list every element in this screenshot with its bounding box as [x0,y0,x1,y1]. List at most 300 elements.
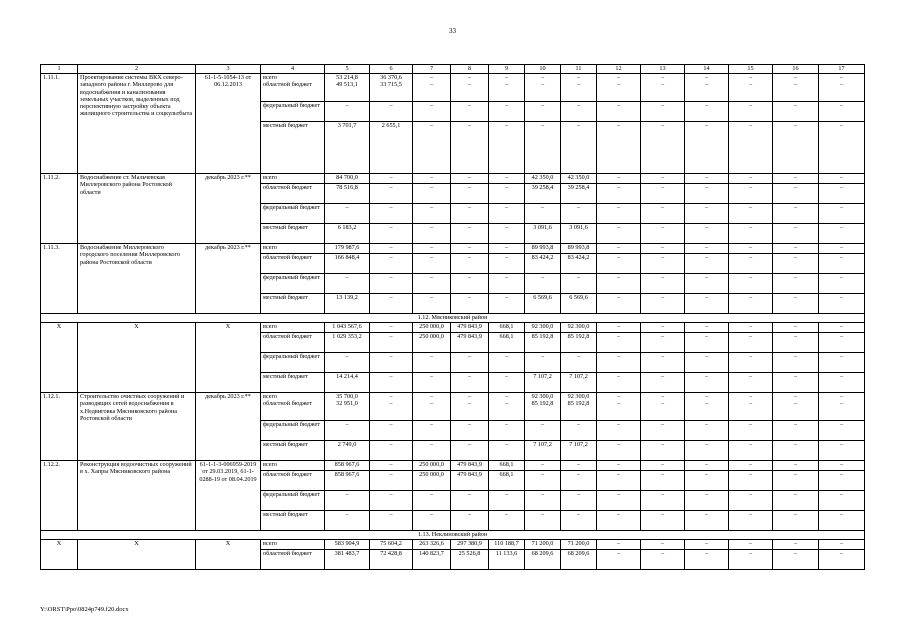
amount-cell: – [685,274,729,294]
amount-cell: 668,1 [489,471,525,491]
item-number: 1.12.1. [41,393,78,461]
amount-cell: – [451,511,489,531]
amount-cell: 858 967,6 [325,461,370,471]
document-details: декабрь 2023 г.** [196,393,261,461]
amount-cell: – [370,174,413,184]
amount-cell: – [819,353,865,373]
amount-cell: – [370,373,413,393]
amount-cell: – – [641,393,685,421]
amount-cell: 479 843,9 [451,471,489,491]
amount-cell: – [641,540,685,550]
amount-cell: – [413,254,451,274]
funding-source: всего [261,461,325,471]
amount-cell: 250 000,0 [413,323,451,333]
amount-cell: – [819,294,865,314]
item-name: Водоснабжение ст. Мальчевская Миллеровского района Ростовской области [78,174,196,244]
amount-cell: – – [561,74,597,102]
amount-cell: – [819,540,865,550]
funding-source: всего областной бюджет [261,393,325,421]
funding-source: всего [261,174,325,184]
funding-source: местный бюджет [261,122,325,174]
amount-cell: 42 350,0 [525,174,561,184]
column-number-header: 16 [773,65,819,74]
amount-cell: – [685,333,729,353]
item-name: Строительство очистных сооружений и разводящих сетей водоснабжения в х.Недвиговка Мясниковского района Ростовской области [78,393,196,461]
amount-cell: – [489,491,525,511]
amount-cell: – [413,373,451,393]
amount-cell: – [819,254,865,274]
column-number-header: 15 [729,65,773,74]
amount-cell: 479 843,9 [451,333,489,353]
funding-source: всего [261,323,325,333]
amount-cell: – [773,550,819,570]
amount-cell: – [597,294,641,314]
item-name: Водоснабжение Миллеровского городского поселения Миллеровского района Ростовской области [78,244,196,314]
amount-cell: – [525,511,561,531]
amount-cell: – – [451,74,489,102]
item-name: Х [78,540,196,570]
item-number: Х [41,540,78,570]
amount-cell: 78 516,8 [325,184,370,204]
amount-cell: 250 000,0 [413,333,451,353]
amount-cell: – [489,421,525,441]
amount-cell: – [525,353,561,373]
column-number-header: 9 [489,65,525,74]
amount-cell: 6 569,6 [525,294,561,314]
amount-cell: – [641,102,685,122]
amount-cell: – [773,353,819,373]
file-path-footer: Y:\ORST\Ppo\0824p749.f20.docx [40,606,129,613]
funding-source: всего [261,244,325,254]
column-number-header: 10 [525,65,561,74]
amount-cell: – [685,184,729,204]
amount-cell: – [597,441,641,461]
amount-cell: – [489,224,525,244]
amount-cell: – [597,244,641,254]
table-row [41,244,865,254]
item-number: 1.11.3. [41,244,78,314]
amount-cell: – – [685,74,729,102]
amount-cell: – [597,274,641,294]
amount-cell: – [685,511,729,531]
amount-cell: – [819,511,865,531]
amount-cell: – [597,550,641,570]
column-number-header: 1 [41,65,78,74]
amount-cell: – [685,461,729,471]
amount-cell: – [773,184,819,204]
amount-cell: – [685,373,729,393]
amount-cell: – [413,224,451,244]
amount-cell: 2 655,1 [370,122,413,174]
amount-cell: – [729,461,773,471]
column-number-header: 5 [325,65,370,74]
amount-cell: 140 823,7 [413,550,451,570]
amount-cell: – [819,373,865,393]
amount-cell: 89 993,8 [561,244,597,254]
amount-cell: – [819,224,865,244]
amount-cell: – [685,421,729,441]
amount-cell: – [561,511,597,531]
amount-cell: – [641,461,685,471]
amount-cell: – [370,441,413,461]
amount-cell: – [489,204,525,224]
item-name: Х [78,323,196,393]
amount-cell: – [819,323,865,333]
table-row [41,174,865,184]
amount-cell: – [685,224,729,244]
amount-cell: – [325,353,370,373]
amount-cell: – [413,491,451,511]
amount-cell: – – [685,393,729,421]
amount-cell: – [685,540,729,550]
amount-cell: – [773,461,819,471]
amount-cell: – – [370,393,413,421]
header-row [41,65,865,74]
amount-cell: – [489,441,525,461]
item-name: Реконструкция водоочистных сооружений в х. Хапры Мясниковского района [78,461,196,531]
district-section-row [41,531,865,540]
amount-cell: – [729,421,773,441]
amount-cell: – [413,102,451,122]
amount-cell: 250 000,0 [413,461,451,471]
amount-cell: 72 428,8 [370,550,413,570]
amount-cell: – [819,122,865,174]
amount-cell: – [685,550,729,570]
amount-cell: – [451,491,489,511]
amount-cell: – [729,174,773,184]
table-row [41,323,865,333]
amount-cell: – [819,550,865,570]
amount-cell: – [685,294,729,314]
amount-cell: 36 370,6 33 715,5 [370,74,413,102]
amount-cell: – [773,122,819,174]
amount-cell: – [597,333,641,353]
amount-cell: – [525,461,561,471]
amount-cell: – [370,274,413,294]
amount-cell: – – [413,393,451,421]
amount-cell: – [641,373,685,393]
amount-cell: – [525,471,561,491]
funding-source: местный бюджет [261,294,325,314]
amount-cell: – [641,511,685,531]
district-title: 1.13. Неклиновский район [41,531,865,540]
amount-cell: – [525,122,561,174]
amount-cell: – [729,204,773,224]
amount-cell: – [413,174,451,184]
amount-cell: – [641,224,685,244]
amount-cell: – [413,511,451,531]
amount-cell: – [819,421,865,441]
column-number-header: 14 [685,65,729,74]
amount-cell: – [641,333,685,353]
amount-cell: 668,1 [489,333,525,353]
table-row [41,393,865,421]
amount-cell: 3 701,7 [325,122,370,174]
amount-cell: – [370,353,413,373]
amount-cell: – [641,274,685,294]
amount-cell: – [773,174,819,184]
amount-cell: – [819,204,865,224]
amount-cell: – [561,274,597,294]
amount-cell: – [489,102,525,122]
district-section-row [41,314,865,323]
amount-cell: 71 200,0 [561,540,597,550]
amount-cell: – [819,491,865,511]
amount-cell: – [370,204,413,224]
amount-cell: – [773,441,819,461]
amount-cell: – [489,244,525,254]
amount-cell: – [819,102,865,122]
amount-cell: – – [597,393,641,421]
amount-cell: – [597,511,641,531]
amount-cell: – – [489,74,525,102]
amount-cell: 71 200,0 [525,540,561,550]
amount-cell: – [773,274,819,294]
amount-cell: – [370,471,413,491]
amount-cell: – [597,540,641,550]
amount-cell: – [773,421,819,441]
amount-cell: – [773,333,819,353]
amount-cell: – [685,441,729,461]
amount-cell: 381 483,7 [325,550,370,570]
amount-cell: – [597,102,641,122]
amount-cell: – [773,323,819,333]
amount-cell: – [370,323,413,333]
amount-cell: – [413,274,451,294]
amount-cell: – [370,511,413,531]
column-number-header: 13 [641,65,685,74]
amount-cell: – [729,244,773,254]
amount-cell: – [451,373,489,393]
amount-cell: – [489,122,525,174]
amount-cell: – [370,224,413,244]
amount-cell: – [325,274,370,294]
amount-cell: – [451,353,489,373]
amount-cell: – [489,353,525,373]
amount-cell: – [819,244,865,254]
amount-cell: – [413,294,451,314]
amount-cell: – [729,274,773,294]
amount-cell: – [597,471,641,491]
amount-cell: – [561,471,597,491]
amount-cell: – [819,333,865,353]
amount-cell: – [729,122,773,174]
document-details: Х [196,323,261,393]
amount-cell: – [773,373,819,393]
amount-cell: – [325,491,370,511]
amount-cell: – [370,491,413,511]
amount-cell: – [729,353,773,373]
amount-cell: – [370,421,413,441]
amount-cell: 179 987,6 [325,244,370,254]
column-number-header: 12 [597,65,641,74]
amount-cell: – [641,421,685,441]
amount-cell: – [729,184,773,204]
amount-cell: – [413,204,451,224]
amount-cell: 110 188,7 [489,540,525,550]
amount-cell: – [451,294,489,314]
amount-cell: 39 258,4 [561,184,597,204]
amount-cell: 583 904,9 [325,540,370,550]
funding-source: федеральный бюджет [261,274,325,294]
amount-cell: – [597,174,641,184]
amount-cell: – [561,461,597,471]
amount-cell: – [451,421,489,441]
amount-cell: – [685,174,729,184]
amount-cell: – [597,373,641,393]
amount-cell: – [370,244,413,254]
funding-source: федеральный бюджет [261,204,325,224]
amount-cell: – – [641,74,685,102]
amount-cell: 53 214,8 49 513,1 [325,74,370,102]
amount-cell: – – [773,393,819,421]
document-details: Х [196,540,261,570]
item-number: Х [41,323,78,393]
amount-cell: – [641,204,685,224]
amount-cell: – [685,471,729,491]
amount-cell: – [819,461,865,471]
amount-cell: 668,1 [489,461,525,471]
amount-cell: 75 604,2 [370,540,413,550]
amount-cell: – [641,244,685,254]
funding-source: федеральный бюджет [261,102,325,122]
amount-cell: – [773,224,819,244]
column-number-header: 8 [451,65,489,74]
document-details: 61-1-1-3-006959-2019 от 29.03.2019, 61-1-0288-19 от 08.04.2019 [196,461,261,531]
amount-cell: – [370,102,413,122]
amount-cell: – [561,204,597,224]
amount-cell: – [773,254,819,274]
amount-cell: 83 424,2 [525,254,561,274]
amount-cell: – [597,421,641,441]
amount-cell: 39 258,4 [525,184,561,204]
amount-cell: 89 993,8 [525,244,561,254]
amount-cell: – [685,323,729,333]
column-number-header: 4 [261,65,325,74]
funding-source: местный бюджет [261,224,325,244]
amount-cell: 6 183,2 [325,224,370,244]
amount-cell: – [641,550,685,570]
document-details: декабрь 2023 г.** [196,244,261,314]
amount-cell: – [489,184,525,204]
amount-cell: 11 133,6 [489,550,525,570]
amount-cell: 858 967,6 [325,471,370,491]
amount-cell: 263 326,6 [413,540,451,550]
funding-source: областной бюджет [261,471,325,491]
amount-cell: – [773,540,819,550]
amount-cell: – [525,274,561,294]
amount-cell: – [597,461,641,471]
amount-cell: 83 424,2 [561,254,597,274]
amount-cell: – [413,353,451,373]
amount-cell: – [413,441,451,461]
amount-cell: – [597,184,641,204]
amount-cell: – [641,491,685,511]
amount-cell: – [561,353,597,373]
amount-cell: – [489,373,525,393]
table-row [41,461,865,471]
amount-cell: – – [525,74,561,102]
amount-cell: – [413,184,451,204]
amount-cell: 668,1 [489,323,525,333]
amount-cell: – [641,323,685,333]
amount-cell: – [685,204,729,224]
funding-source: областной бюджет [261,333,325,353]
amount-cell: – [773,294,819,314]
funding-source: федеральный бюджет [261,491,325,511]
column-number-header: 6 [370,65,413,74]
amount-cell: 85 192,8 [561,333,597,353]
amount-cell: – [525,204,561,224]
column-number-header: 17 [819,65,865,74]
amount-cell: – [729,491,773,511]
amount-cell: 3 091,6 [525,224,561,244]
amount-cell: 14 214,4 [325,373,370,393]
amount-cell: 166 848,4 [325,254,370,274]
amount-cell: – [641,174,685,184]
amount-cell: 7 107,2 [525,441,561,461]
amount-cell: – [819,471,865,491]
funding-source: местный бюджет [261,441,325,461]
amount-cell: – [597,254,641,274]
document-details: 61-1-5-1054-13 от 06.12.2013 [196,74,261,174]
amount-cell: 92 300,0 85 192,8 [561,393,597,421]
amount-cell: – [561,491,597,511]
amount-cell: – [451,441,489,461]
amount-cell: – [489,294,525,314]
amount-cell: – [561,122,597,174]
amount-cell: – [597,491,641,511]
amount-cell: – [773,102,819,122]
amount-cell: – [685,491,729,511]
amount-cell: – [729,333,773,353]
amount-cell: – [413,421,451,441]
amount-cell: – [729,550,773,570]
amount-cell: – [729,511,773,531]
amount-cell: – [370,294,413,314]
amount-cell: – – [489,393,525,421]
amount-cell: 25 526,8 [451,550,489,570]
amount-cell: 92 300,0 85 192,8 [525,393,561,421]
amount-cell: 42 350,0 [561,174,597,184]
page-number: 33 [449,27,456,35]
amount-cell: – – [819,74,865,102]
amount-cell: 3 091,6 [561,224,597,244]
funding-source: всего [261,540,325,550]
amount-cell: – [597,353,641,373]
amount-cell: – – [451,393,489,421]
funding-source: федеральный бюджет [261,353,325,373]
amount-cell: – [561,421,597,441]
table-row [41,540,865,550]
amount-cell: 250 000,0 [413,471,451,491]
amount-cell: 297 380,9 [451,540,489,550]
amount-cell: – [641,441,685,461]
amount-cell: – [641,122,685,174]
budget-table [40,64,865,570]
amount-cell: – [451,122,489,174]
amount-cell: – [729,254,773,274]
amount-cell: – [729,224,773,244]
amount-cell: – [773,511,819,531]
amount-cell: – [597,224,641,244]
amount-cell: – [819,274,865,294]
amount-cell: – [325,204,370,224]
amount-cell: – – [729,393,773,421]
amount-cell: – [451,174,489,184]
amount-cell: 479 843,9 [451,461,489,471]
amount-cell: – [325,102,370,122]
